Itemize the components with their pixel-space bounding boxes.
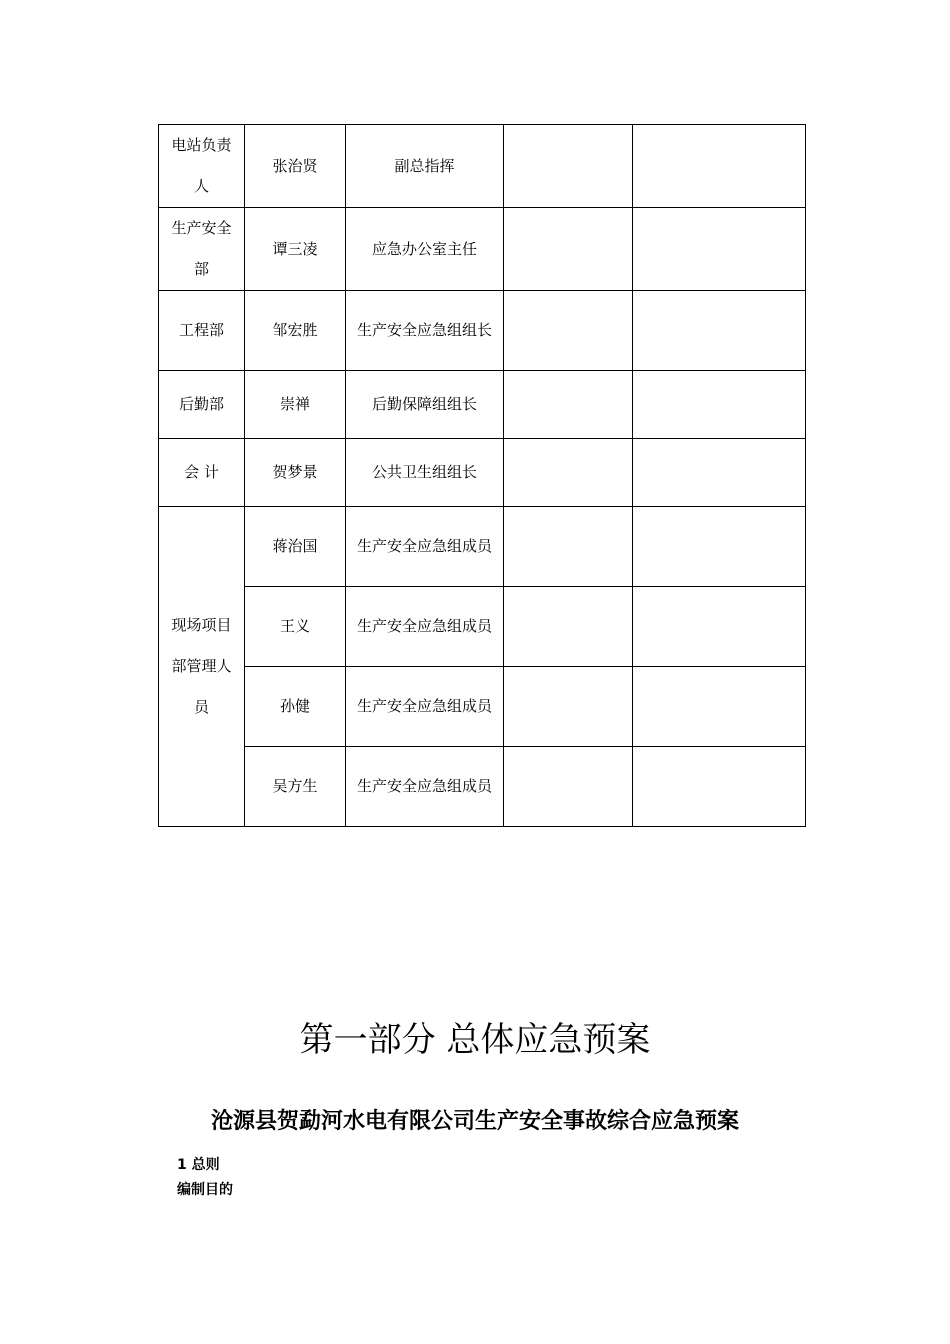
dept-cell: 会 计 — [159, 439, 245, 507]
section-heading-general: 1 总则 — [177, 1157, 220, 1173]
blank-cell — [633, 439, 806, 507]
blank-cell — [504, 208, 633, 291]
person-name-cell: 张治贤 — [245, 125, 346, 208]
table-row — [159, 371, 806, 439]
role-cell: 生产安全应急组成员 — [346, 667, 504, 747]
blank-cell — [633, 125, 806, 208]
dept-cell: 电站负责人 — [159, 125, 245, 208]
blank-cell — [633, 587, 806, 667]
table-row — [159, 587, 806, 667]
person-name-cell: 贺梦景 — [245, 439, 346, 507]
table-row — [159, 125, 806, 208]
blank-cell — [633, 371, 806, 439]
blank-cell — [633, 291, 806, 371]
person-name-cell: 王义 — [245, 587, 346, 667]
table-row — [159, 291, 806, 371]
role-cell: 生产安全应急组成员 — [346, 747, 504, 827]
table-row — [159, 439, 806, 507]
blank-cell — [633, 747, 806, 827]
role-cell: 生产安全应急组成员 — [346, 507, 504, 587]
blank-cell — [504, 125, 633, 208]
person-name-cell: 吴方生 — [245, 747, 346, 827]
role-cell: 副总指挥 — [346, 125, 504, 208]
blank-cell — [504, 587, 633, 667]
dept-cell: 生产安全部 — [159, 208, 245, 291]
blank-cell — [504, 507, 633, 587]
role-cell: 后勤保障组组长 — [346, 371, 504, 439]
blank-cell — [504, 747, 633, 827]
dept-cell: 工程部 — [159, 291, 245, 371]
table-row — [159, 747, 806, 827]
blank-cell — [633, 667, 806, 747]
role-cell: 生产安全应急组组长 — [346, 291, 504, 371]
blank-cell — [633, 208, 806, 291]
role-cell: 公共卫生组组长 — [346, 439, 504, 507]
dept-cell-merged: 现场项目部管理人员 — [159, 507, 245, 827]
table-row — [159, 507, 806, 587]
blank-cell — [504, 439, 633, 507]
subsection-heading-purpose: 编制目的 — [177, 1182, 233, 1198]
person-name-cell: 谭三凌 — [245, 208, 346, 291]
blank-cell — [633, 507, 806, 587]
table-row — [159, 208, 806, 291]
blank-cell — [504, 291, 633, 371]
table-row — [159, 667, 806, 747]
person-name-cell: 邹宏胜 — [245, 291, 346, 371]
role-cell: 生产安全应急组成员 — [346, 587, 504, 667]
dept-cell: 后勤部 — [159, 371, 245, 439]
person-name-cell: 崇禅 — [245, 371, 346, 439]
blank-cell — [504, 667, 633, 747]
document-title: 沧源县贺勐河水电有限公司生产安全事故综合应急预案 — [210, 1109, 739, 1134]
blank-cell — [504, 371, 633, 439]
part-title: 第一部分 总体应急预案 — [299, 1020, 651, 1060]
role-cell: 应急办公室主任 — [346, 208, 504, 291]
person-name-cell: 孙健 — [245, 667, 346, 747]
person-name-cell: 蒋治国 — [245, 507, 346, 587]
emergency-staff-table — [158, 124, 806, 827]
